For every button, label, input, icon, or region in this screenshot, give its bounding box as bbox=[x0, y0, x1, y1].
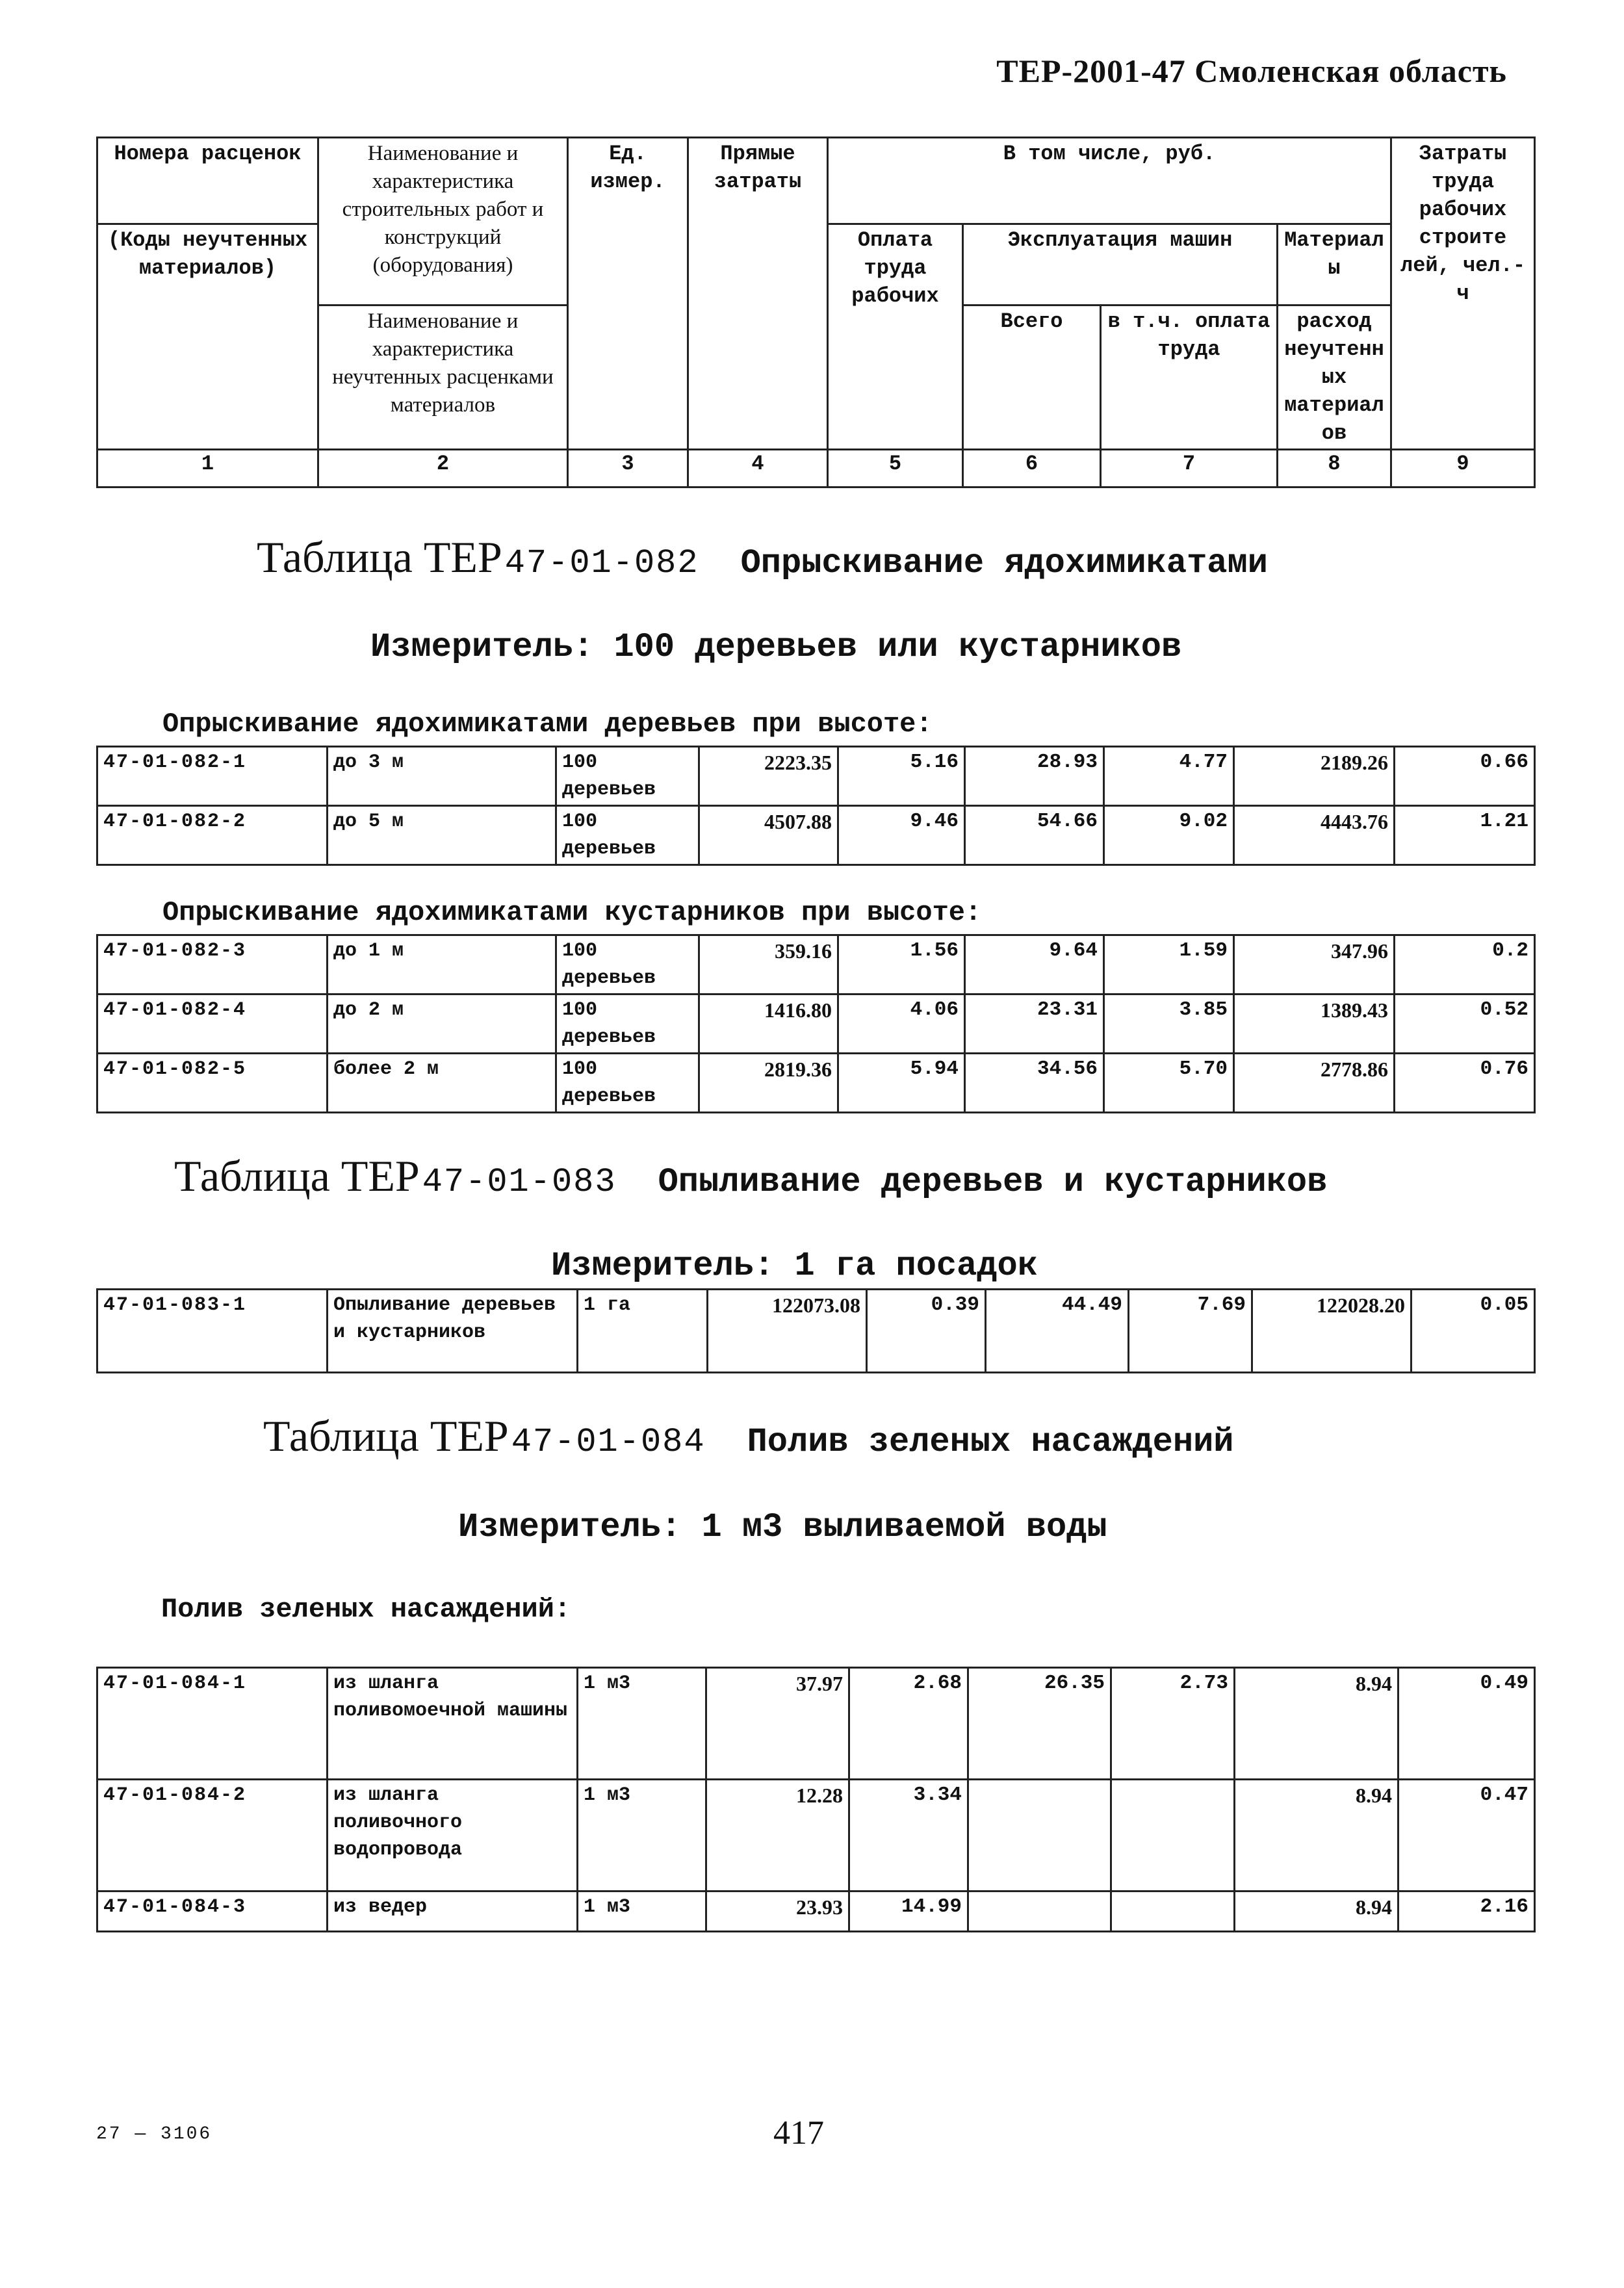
direct-costs: 359.16 bbox=[699, 935, 838, 994]
direct-costs: 23.93 bbox=[706, 1892, 849, 1932]
table-row bbox=[97, 1668, 1535, 1780]
table-row bbox=[97, 1290, 1535, 1373]
labor-hours: 0.52 bbox=[1395, 994, 1535, 1054]
measure-084: Измеритель: 1 м3 выливаемой воды bbox=[458, 1508, 1107, 1546]
labor-pay: 9.46 bbox=[838, 806, 965, 865]
header-labor-hours: Затраты труда рабочих строите лей, чел.-ч bbox=[1391, 138, 1535, 450]
header-work-name: Наименование и характеристика строительных работ и конструкций (оборудования) bbox=[318, 138, 568, 306]
column-number: 4 bbox=[688, 450, 828, 488]
direct-costs: 4507.88 bbox=[699, 806, 838, 865]
table-code: 47-01-084 bbox=[511, 1423, 706, 1461]
table-name: Опрыскивание ядохимикатами bbox=[740, 544, 1268, 582]
header-materials: Материал ы bbox=[1278, 224, 1391, 306]
rate-unit: 1 м3 bbox=[578, 1892, 706, 1932]
machine-labor: 4.77 bbox=[1104, 747, 1234, 806]
machine-labor: 2.73 bbox=[1111, 1668, 1235, 1780]
machine-total: 44.49 bbox=[986, 1290, 1129, 1373]
rate-name: из шланга поливочного водопровода bbox=[328, 1780, 578, 1892]
labor-hours: 1.21 bbox=[1395, 806, 1535, 865]
materials: 1389.43 bbox=[1234, 994, 1395, 1054]
measure-082: Измеритель: 100 деревьев или кустарников bbox=[370, 628, 1182, 666]
header-labor-pay: Оплата труда рабочих bbox=[828, 224, 963, 450]
measure-083: Измеритель: 1 га посадок bbox=[551, 1247, 1038, 1285]
materials: 8.94 bbox=[1235, 1780, 1398, 1892]
labor-hours: 0.76 bbox=[1395, 1054, 1535, 1113]
machine-labor: 7.69 bbox=[1129, 1290, 1252, 1373]
machine-total: 54.66 bbox=[965, 806, 1104, 865]
header-machine-operation: Эксплуатация машин bbox=[963, 224, 1278, 306]
machine-total: 23.31 bbox=[965, 994, 1104, 1054]
machine-labor: 5.70 bbox=[1104, 1054, 1234, 1113]
labor-pay: 4.06 bbox=[838, 994, 965, 1054]
section-title-084 bbox=[263, 1410, 1234, 1462]
column-number: 3 bbox=[568, 450, 688, 488]
materials: 8.94 bbox=[1235, 1892, 1398, 1932]
materials: 2778.86 bbox=[1234, 1054, 1395, 1113]
rate-code: 47-01-084-2 bbox=[97, 1780, 328, 1892]
subheading-082-shrubs: Опрыскивание ядохимикатами кустарников при высоте: bbox=[162, 897, 982, 928]
labor-pay: 2.68 bbox=[849, 1668, 968, 1780]
header-rate-numbers: Номера расценок bbox=[97, 138, 318, 224]
rates-table-082-shrubs bbox=[96, 934, 1536, 1113]
direct-costs: 122073.08 bbox=[708, 1290, 867, 1373]
rate-code: 47-01-082-4 bbox=[97, 994, 328, 1054]
machine-total: 28.93 bbox=[965, 747, 1104, 806]
rate-unit: 1 м3 bbox=[578, 1668, 706, 1780]
header-direct-costs: Прямые затраты bbox=[688, 138, 828, 450]
rate-unit: 100 деревьев bbox=[556, 1054, 699, 1113]
machine-labor: 9.02 bbox=[1104, 806, 1234, 865]
table-row bbox=[97, 935, 1535, 994]
table-word: Таблица ТЕР bbox=[263, 1411, 509, 1461]
direct-costs: 1416.80 bbox=[699, 994, 838, 1054]
column-number: 8 bbox=[1278, 450, 1391, 488]
rates-table-082-trees bbox=[96, 746, 1536, 866]
header-material-name: Наименование и характеристика неучтенных расценками материалов bbox=[318, 306, 568, 450]
direct-costs: 2819.36 bbox=[699, 1054, 838, 1113]
table-row bbox=[97, 1892, 1535, 1932]
header-material-consumption: расход неучтенн ых материал ов bbox=[1278, 306, 1391, 450]
table-row bbox=[97, 1780, 1535, 1892]
rates-table-083 bbox=[96, 1288, 1536, 1373]
labor-hours: 0.49 bbox=[1398, 1668, 1535, 1780]
rate-unit: 1 га bbox=[578, 1290, 708, 1373]
rate-name: Опыливание деревьев и кустарников bbox=[328, 1290, 578, 1373]
rate-name: до 3 м bbox=[328, 747, 556, 806]
machine-total: 9.64 bbox=[965, 935, 1104, 994]
page-number: 417 bbox=[773, 2114, 824, 2152]
labor-hours: 0.66 bbox=[1395, 747, 1535, 806]
rate-unit: 100 деревьев bbox=[556, 994, 699, 1054]
table-row bbox=[97, 994, 1535, 1054]
labor-pay: 0.39 bbox=[867, 1290, 986, 1373]
machine-total bbox=[968, 1892, 1111, 1932]
machine-total: 26.35 bbox=[968, 1668, 1111, 1780]
labor-pay: 14.99 bbox=[849, 1892, 968, 1932]
column-number: 6 bbox=[963, 450, 1101, 488]
labor-hours: 0.2 bbox=[1395, 935, 1535, 994]
table-row bbox=[97, 806, 1535, 865]
rate-name: до 5 м bbox=[328, 806, 556, 865]
labor-hours: 2.16 bbox=[1398, 1892, 1535, 1932]
table-code: 47-01-083 bbox=[422, 1163, 617, 1201]
labor-pay: 1.56 bbox=[838, 935, 965, 994]
header-unit: Ед. измер. bbox=[568, 138, 688, 450]
footer-print-code: 27 — 3106 bbox=[96, 2124, 213, 2144]
header-machine-total: Всего bbox=[963, 306, 1101, 450]
rate-code: 47-01-084-1 bbox=[97, 1668, 328, 1780]
subheading-082-trees: Опрыскивание ядохимикатами деревьев при высоте: bbox=[162, 708, 933, 740]
direct-costs: 12.28 bbox=[706, 1780, 849, 1892]
rate-unit: 100 деревьев bbox=[556, 935, 699, 994]
direct-costs: 2223.35 bbox=[699, 747, 838, 806]
table-name: Опыливание деревьев и кустарников bbox=[658, 1163, 1328, 1201]
rate-code: 47-01-082-2 bbox=[97, 806, 328, 865]
column-number: 1 bbox=[97, 450, 318, 488]
machine-labor: 1.59 bbox=[1104, 935, 1234, 994]
machine-total bbox=[968, 1780, 1111, 1892]
subheading-084: Полив зеленых насаждений: bbox=[161, 1594, 571, 1625]
materials: 122028.20 bbox=[1252, 1290, 1411, 1373]
materials: 347.96 bbox=[1234, 935, 1395, 994]
rate-unit: 100 деревьев bbox=[556, 806, 699, 865]
header-machine-labor: в т.ч. оплата труда bbox=[1101, 306, 1278, 450]
header-material-codes: (Коды неучтенных материалов) bbox=[97, 224, 318, 450]
labor-pay: 3.34 bbox=[849, 1780, 968, 1892]
column-header-table bbox=[96, 136, 1536, 488]
labor-hours: 0.47 bbox=[1398, 1780, 1535, 1892]
table-name: Полив зеленых насаждений bbox=[747, 1423, 1234, 1461]
rate-name: более 2 м bbox=[328, 1054, 556, 1113]
materials: 8.94 bbox=[1235, 1668, 1398, 1780]
rate-unit: 100 деревьев bbox=[556, 747, 699, 806]
table-word: Таблица ТЕР bbox=[257, 532, 502, 582]
rate-code: 47-01-084-3 bbox=[97, 1892, 328, 1932]
labor-hours: 0.05 bbox=[1411, 1290, 1535, 1373]
labor-pay: 5.16 bbox=[838, 747, 965, 806]
rate-code: 47-01-082-3 bbox=[97, 935, 328, 994]
rate-name: из шланга поливомоечной машины bbox=[328, 1668, 578, 1780]
rate-name: до 1 м bbox=[328, 935, 556, 994]
rate-unit: 1 м3 bbox=[578, 1780, 706, 1892]
labor-pay: 5.94 bbox=[838, 1054, 965, 1113]
direct-costs: 37.97 bbox=[706, 1668, 849, 1780]
column-number: 2 bbox=[318, 450, 568, 488]
machine-total: 34.56 bbox=[965, 1054, 1104, 1113]
column-number: 7 bbox=[1101, 450, 1278, 488]
rates-table-084 bbox=[96, 1667, 1536, 1932]
machine-labor: 3.85 bbox=[1104, 994, 1234, 1054]
rate-name: из ведер bbox=[328, 1892, 578, 1932]
table-word: Таблица ТЕР bbox=[174, 1151, 420, 1201]
column-number: 9 bbox=[1391, 450, 1535, 488]
rate-code: 47-01-082-5 bbox=[97, 1054, 328, 1113]
section-title-082 bbox=[257, 532, 1268, 583]
table-row bbox=[97, 747, 1535, 806]
table-code: 47-01-082 bbox=[504, 544, 699, 582]
materials: 2189.26 bbox=[1234, 747, 1395, 806]
section-title-083 bbox=[174, 1150, 1327, 1202]
table-row bbox=[97, 1054, 1535, 1113]
materials: 4443.76 bbox=[1234, 806, 1395, 865]
machine-labor bbox=[1111, 1892, 1235, 1932]
rate-code: 47-01-082-1 bbox=[97, 747, 328, 806]
header-including-group: В том числе, руб. bbox=[828, 138, 1391, 224]
machine-labor bbox=[1111, 1780, 1235, 1892]
document-title: ТЕР-2001-47 Смоленская область bbox=[996, 53, 1507, 89]
rate-name: до 2 м bbox=[328, 994, 556, 1054]
rate-code: 47-01-083-1 bbox=[97, 1290, 328, 1373]
column-number: 5 bbox=[828, 450, 963, 488]
